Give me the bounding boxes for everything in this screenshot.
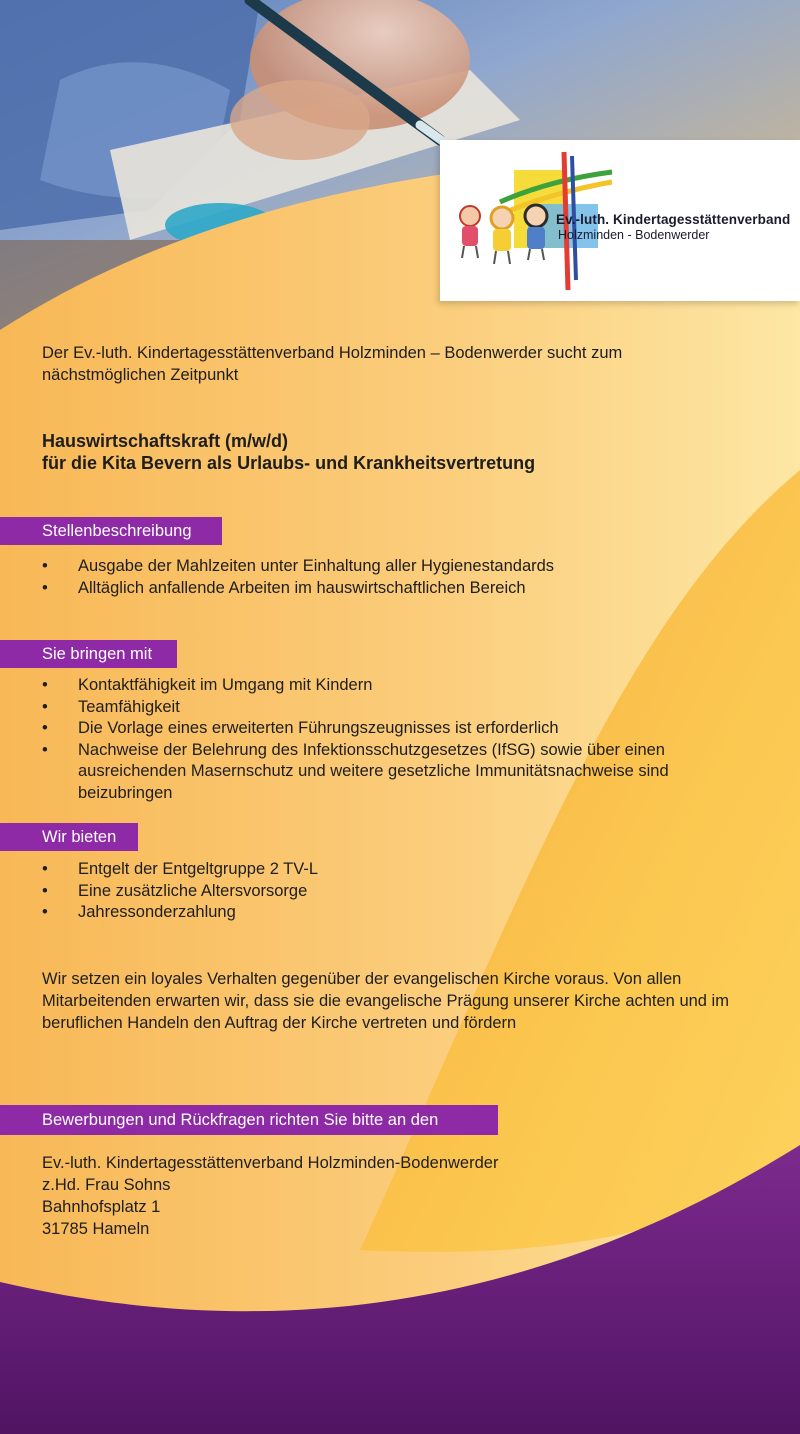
- list-item: • Entgelt der Entgeltgruppe 2 TV-L: [42, 859, 742, 881]
- section-label-offer: Wir bieten: [0, 823, 138, 851]
- address-line-3: Bahnhofsplatz 1: [42, 1198, 161, 1216]
- list-item: • Nachweise der Belehrung des Infektionsschutzgesetzes (IfSG) sowie über einen ausreichenden Masernschutz und weitere gesetzliche Immunitätsnachweise sind beizubringen: [42, 740, 669, 802]
- job-title: [42, 430, 762, 474]
- list-item: • Eine zusätzliche Altersvorsorge: [42, 881, 742, 903]
- address-line-1: Ev.-luth. Kindertagesstättenverband Holzminden-Bodenwerder: [42, 1154, 499, 1172]
- bullet: •: [42, 860, 48, 878]
- bullet: •: [42, 578, 48, 597]
- bullet: •: [42, 557, 48, 575]
- contact-address: [42, 1152, 642, 1240]
- bullet: •: [42, 719, 48, 738]
- requirements-list: [42, 675, 742, 805]
- list-item: • Kontaktfähigkeit im Umgang mit Kindern: [42, 675, 742, 697]
- offer-list: [42, 859, 742, 924]
- logo-card: [440, 140, 800, 301]
- section-label-requirements: Sie bringen mit: [0, 640, 177, 668]
- address-line-2: z.Hd. Frau Sohns: [42, 1176, 171, 1194]
- list-item: • Alltäglich anfallende Arbeiten im hauswirtschaftlichen Bereich: [42, 578, 742, 600]
- description-list: [42, 556, 742, 599]
- section-label-description: Stellenbeschreibung: [0, 517, 222, 545]
- logo-title: Ev.-luth. Kindertagesstättenverband: [556, 212, 791, 227]
- list-item: • Ausgabe der Mahlzeiten unter Einhaltung aller Hygienestandards: [42, 556, 742, 578]
- list-item: • Jahressonderzahlung: [42, 902, 742, 924]
- intro-text: Der Ev.-luth. Kindertagesstättenverband Holzminden – Bodenwerder sucht zum nächstmöglichen Zeitpunkt: [42, 344, 623, 384]
- list-item: • Die Vorlage eines erweiterten Führungszeugnisses ist erforderlich: [42, 718, 742, 740]
- section-label-contact: Bewerbungen und Rückfragen richten Sie bitte an den: [0, 1105, 498, 1135]
- bullet: •: [42, 697, 48, 716]
- bullet: •: [42, 676, 48, 694]
- list-item: • Teamfähigkeit: [42, 697, 742, 719]
- bullet: •: [42, 881, 48, 900]
- closing-text: Wir setzen ein loyales Verhalten gegenüber der evangelischen Kirche voraus. Von allen Mitarbeitenden erwarten wir, dass sie die evangelische Prägung unserer Kirche achten und im beruflichen Handeln den Auftrag der Kirche vertreten und fördern: [42, 970, 729, 1032]
- bullet: •: [42, 903, 48, 922]
- bullet: •: [42, 740, 48, 759]
- job-title-line-2: für die Kita Bevern als Urlaubs- und Krankheitsvertretung: [42, 453, 536, 473]
- logo-subtitle: Holzminden - Bodenwerder: [558, 228, 710, 242]
- address-line-4: 31785 Hameln: [42, 1220, 150, 1238]
- job-title-line-1: Hauswirtschaftskraft (m/w/d): [42, 431, 289, 451]
